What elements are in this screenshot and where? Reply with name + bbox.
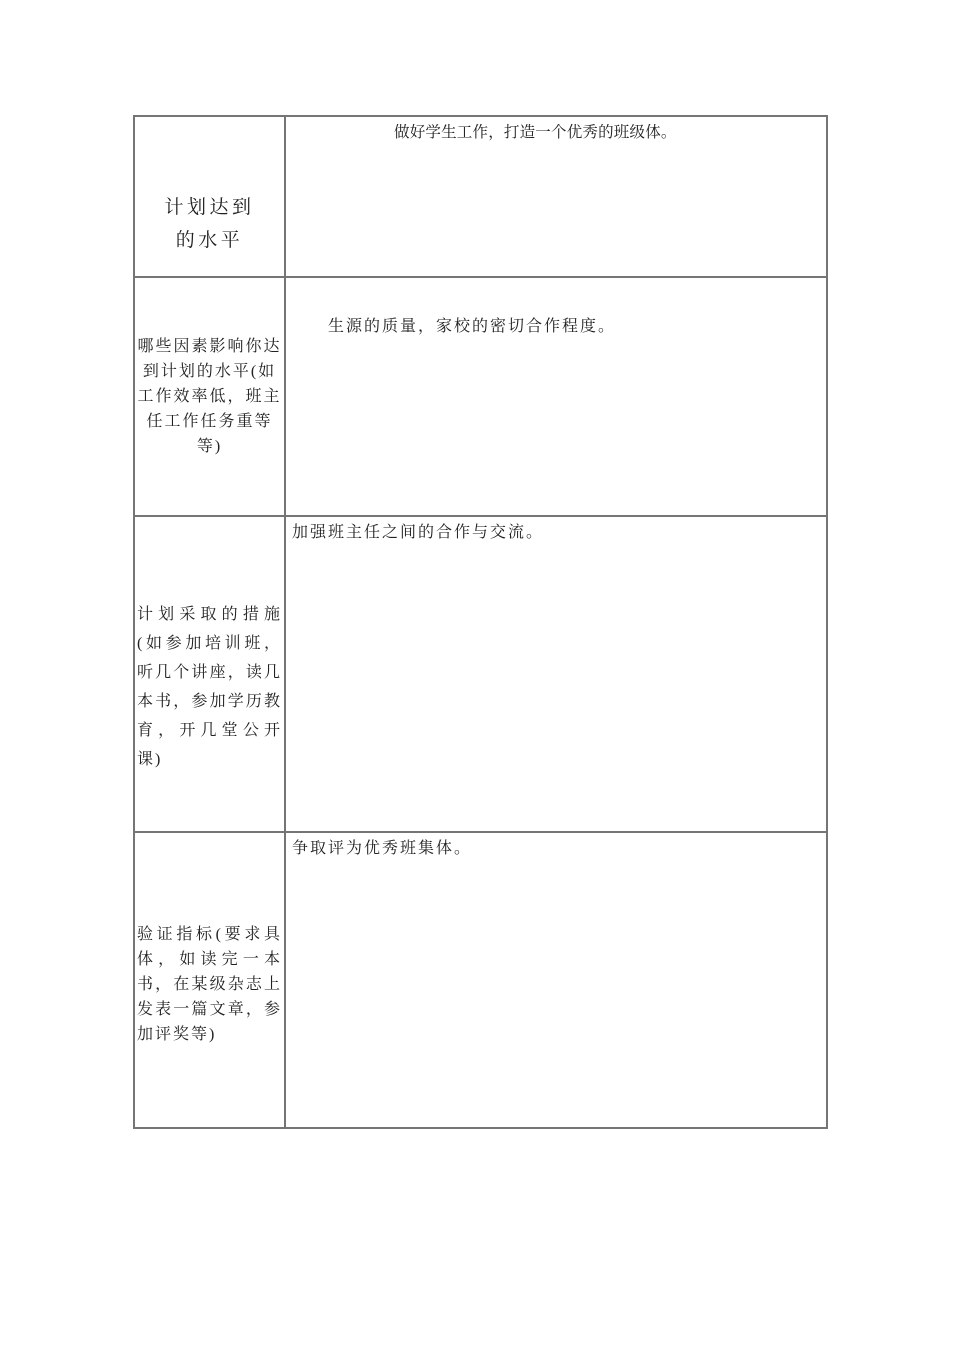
label-line: 计划采取的措施 (137, 606, 282, 623)
label-line: 工作效率低，班主 (137, 388, 282, 405)
cell-text: 生源的质量，家校的密切合作程度。 (328, 318, 617, 335)
label-line: 到计划的水平(如 (142, 363, 277, 380)
label-line: 哪些因素影响你达 (137, 338, 282, 355)
label-line: 任工作任务重等 (146, 413, 273, 430)
label-line: 课) (137, 751, 163, 768)
plan-form-table (133, 115, 828, 1129)
label-line: (如参加培训班， (137, 635, 282, 652)
label-line: 计划达到 (164, 197, 255, 218)
row-label-cell-planned-measures (135, 517, 286, 833)
row-label-cell-verification-indicators (135, 833, 286, 1127)
row-content-cell-verification-indicators (286, 833, 826, 1127)
label-line: 的水平 (175, 230, 244, 251)
label-line: 发表一篇文章，参 (137, 1001, 282, 1018)
row-content-cell-planned-level (286, 117, 826, 278)
row-content-cell-influencing-factors (286, 278, 826, 517)
cell-text: 加强班主任之间的合作与交流。 (292, 524, 545, 541)
cell-text: 争取评为优秀班集体。 (292, 840, 473, 857)
label-line: 听几个讲座，读几 (137, 664, 282, 681)
label-line: 本书，参加学历教 (137, 693, 282, 710)
label-line: 验证指标(要求具 (137, 926, 282, 943)
cell-text: 做好学生工作，打造一个优秀的班级体。 (394, 124, 677, 141)
row-content-cell-planned-measures (286, 517, 826, 833)
label-line: 加评奖等) (137, 1026, 217, 1043)
row-label-cell-influencing-factors (135, 278, 286, 517)
row-label-cell-planned-level (135, 117, 286, 278)
label-line: 体，如读完一本 (137, 951, 282, 968)
label-line: 等) (196, 438, 223, 455)
label-line: 育，开几堂公开 (137, 722, 282, 739)
label-line: 书，在某级杂志上 (137, 976, 282, 993)
